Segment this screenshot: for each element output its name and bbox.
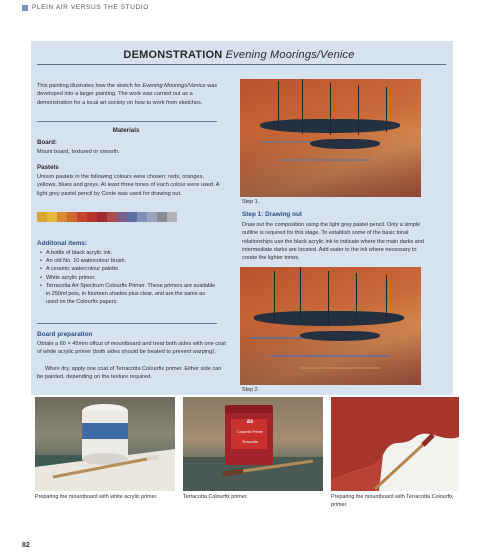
title-main: DEMONSTRATION (123, 49, 223, 61)
pastel-swatch (117, 212, 127, 222)
title-rule (37, 64, 446, 65)
pastel-swatches (37, 212, 177, 222)
water-streak (280, 159, 370, 161)
intro-paragraph (37, 82, 219, 107)
pastel-swatch (127, 212, 137, 222)
intro-italic: Evening Moorings/Venice (142, 83, 206, 89)
step1-painting (240, 79, 421, 197)
water-streak (270, 355, 390, 357)
mooring-pole (300, 267, 301, 323)
photo2-caption: Terracotta Colourfix primer. (183, 494, 248, 500)
step2-painting (240, 267, 421, 385)
photo-terracotta-primer (183, 397, 323, 491)
pastels-heading: Pastels (37, 164, 59, 171)
pastel-swatch (157, 212, 167, 222)
board-prep-p2: When dry, apply one coat of Terracotta Colourfix primer. Either side can be painted, depending on the texture required. (37, 366, 222, 381)
list-item: • White acrylic primer. (40, 274, 218, 282)
pastels-text: Unison pastels in the following colours were chosen: reds, oranges, yellows, blues and greys. At least three tones of each colour were used. A light grey pastel pencil by Conte was used for drawing out. (37, 174, 220, 197)
painting-water (240, 320, 421, 385)
pastel-swatch (97, 212, 107, 222)
running-head (22, 4, 149, 11)
list-item: • A ceramic watercolour palette. (40, 265, 218, 273)
pastel-swatch (77, 212, 87, 222)
mooring-pole (330, 83, 331, 135)
running-head-text: PLEIN AIR VERSUS THE STUDIO (32, 4, 149, 11)
step1-heading: Step 1: Drawing out (242, 211, 303, 218)
white-primer-illustration (35, 397, 175, 491)
board-painting-illustration (331, 397, 459, 491)
mooring-pole (274, 271, 275, 323)
gondola-hull (310, 139, 380, 149)
pastel-swatch (167, 212, 177, 222)
additional-items-list (40, 249, 218, 306)
mooring-pole (356, 273, 357, 323)
jar2-brand: as (246, 419, 254, 425)
running-head-square-icon (22, 5, 28, 11)
intro-part-2: was developed into a larger painting. The work was carried out as a demonstration for a local art society on how to work from sketches. (37, 83, 218, 106)
step1-text: Draw out the composition using the light grey pastel pencil. Only a simple outline is required for this stage. To establish some of the basic tonal relationships use the black acrylic ink to indicate where the main darks and intermediate darks are located. Add water to the ink where necessary to create the lighter tones. (242, 222, 424, 262)
step1-caption: Step 1. (242, 199, 260, 205)
board-heading: Board: (37, 139, 57, 146)
intro-part-1: This painting illustrates how the sketch for (37, 83, 143, 89)
mooring-pole (328, 271, 329, 325)
mooring-pole (386, 275, 387, 323)
jar2-name: Colourfix Primer (237, 430, 263, 434)
step2-caption: Step 2. (242, 387, 260, 393)
mooring-pole (386, 87, 387, 132)
list-item: • A bottle of black acrylic ink. (40, 249, 218, 257)
water-streak (300, 367, 380, 369)
page-number: 82 (22, 542, 30, 549)
mooring-pole (302, 79, 303, 134)
list-item: • Terracotta Art Spectrum Colourfix Primer. These primers are available in 250ml pots, in fourteen shades plus clear, and are the same as used on the Colourfix papers. (40, 282, 218, 307)
list-item: • An old No. 10 watercolour brush. (40, 257, 218, 265)
photo3-caption: Preparing the mountboard with Terracotta Colourfix primer. (331, 494, 453, 508)
pastel-swatch (87, 212, 97, 222)
terracotta-primer-illustration (183, 397, 323, 491)
pastel-swatch (37, 212, 47, 222)
mooring-pole (278, 81, 279, 131)
pastel-swatch (67, 212, 77, 222)
pastel-swatch (147, 212, 157, 222)
materials-rule-bottom (37, 323, 217, 324)
demonstration-title (0, 49, 478, 61)
board-prep-p1: Obtain a 60 × 45mm offcut of mountboard and treat both sides with one coat of white acrylic primer (both sides should be treated to prevent warping). (37, 341, 226, 356)
board-text: Mount board, textured or smooth. (37, 149, 120, 155)
gondola-hull (300, 331, 380, 341)
pastel-swatch (57, 212, 67, 222)
materials-rule-top (37, 121, 217, 122)
jar2-shade: Terracotta (242, 440, 258, 444)
board-prep-heading: Board preparation (37, 331, 93, 338)
pastel-swatch (107, 212, 117, 222)
photo1-caption: Preparing the mountboard with white acrylic primer. (35, 494, 158, 500)
title-sub: Evening Moorings/Venice (225, 49, 355, 61)
pastel-swatch (47, 212, 57, 222)
materials-heading: Materials (112, 127, 140, 134)
photo-painting-board (331, 397, 459, 491)
photo-white-primer (35, 397, 175, 491)
pastel-swatch (137, 212, 147, 222)
mooring-pole (358, 85, 359, 135)
additional-items-heading: Additonal items: (37, 240, 88, 247)
